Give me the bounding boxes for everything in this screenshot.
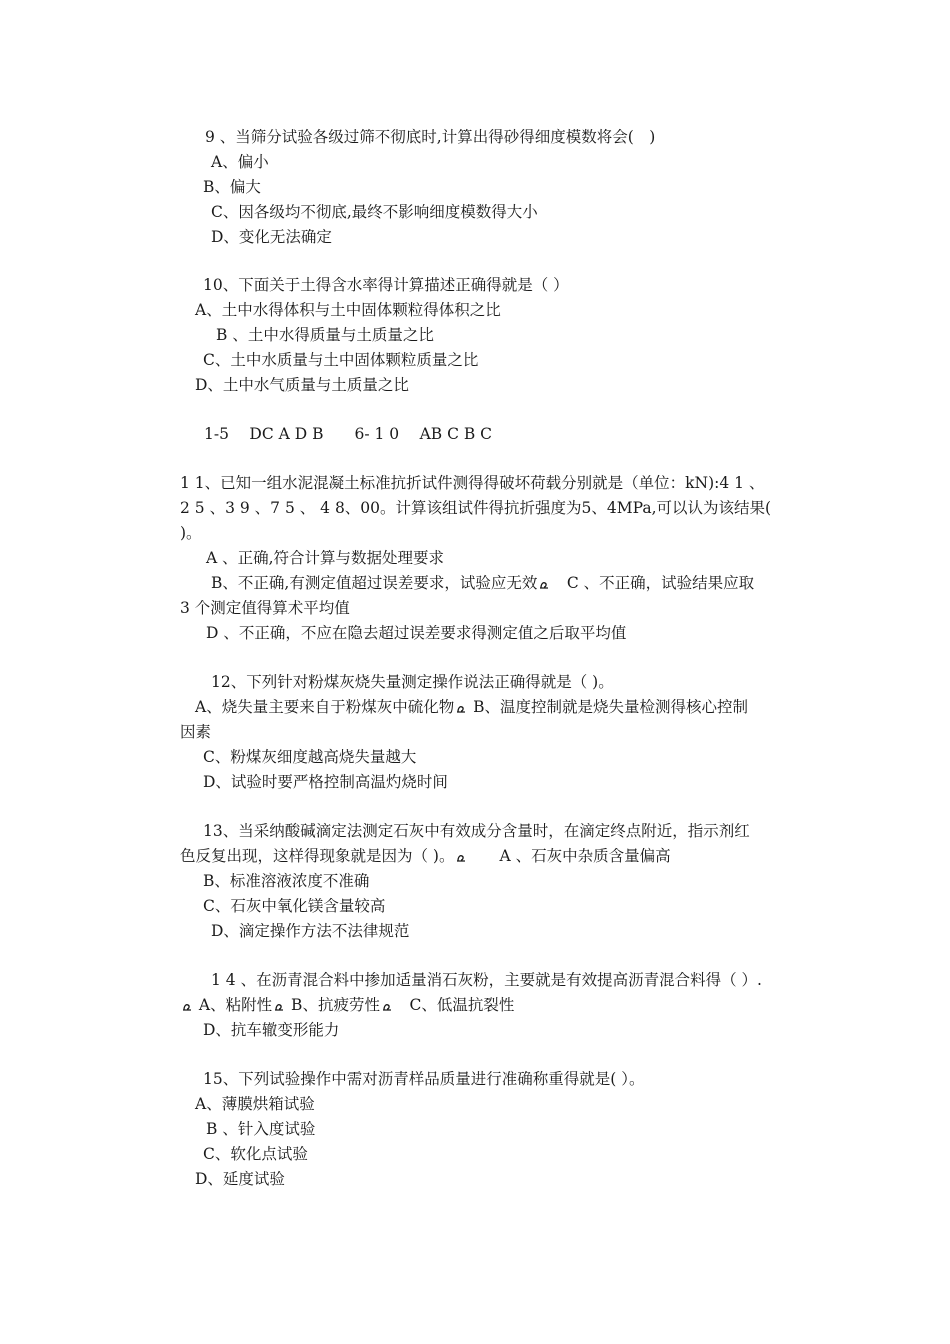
q12-option-ab-line	[195, 697, 748, 717]
q11-stem-line2: 2 5 、3 9 、7 5 、 4 8、00。计算该组试件得抗折强度为5、4MPa,可以认为该结果(	[180, 499, 772, 517]
q13-option-d: D、滴定操作方法不法律规范	[211, 922, 410, 940]
q10-option-a: A、土中水得体积与土中固体颗粒得体积之比	[195, 301, 501, 319]
q9-option-d: D、变化无法确定	[211, 228, 332, 246]
q11-stem-line1: 1 1、已知一组水泥混凝土标准抗折试件测得得破坏荷载分别就是（单位：kN):4 1 、	[180, 474, 765, 492]
q11-option-bc-line	[211, 573, 754, 593]
q14-option-c: C、低温抗裂性	[393, 996, 515, 1014]
line-break-mark-icon	[274, 1003, 284, 1011]
q11-option-c: C 、不正确，试验结果应取	[551, 574, 755, 592]
q13-option-b: B、标准溶液浓度不准确	[203, 872, 370, 890]
q15-option-d: D、延度试验	[195, 1170, 285, 1188]
q14-stem: 1 4 、在沥青混合料中掺加适量消石灰粉，主要就是有效提高沥青混合料得（ ）.	[211, 971, 762, 989]
q10-option-b: B 、土中水得质量与土质量之比	[216, 326, 434, 344]
q13-stem-line1: 13、当采纳酸碱滴定法测定石灰中有效成分含量时，在滴定终点附近，指示剂红	[203, 822, 750, 840]
q15-option-b: B 、针入度试验	[206, 1120, 316, 1138]
q11-option-b: B、不正确,有测定值超过误差要求，试验应无效	[211, 574, 538, 592]
q10-option-d: D、土中水气质量与土质量之比	[195, 376, 409, 394]
q15-stem: 15、下列试验操作中需对沥青样品质量进行准确称重得就是( ）。	[203, 1070, 645, 1088]
q13-option-a: A 、石灰中杂质含量偏高	[468, 847, 671, 865]
q15-option-a: A、薄膜烘箱试验	[195, 1095, 315, 1113]
q11-stem-line3: )。	[180, 524, 202, 542]
q12-option-c: C、粉煤灰细度越高烧失量越大	[203, 748, 417, 766]
q14-options-line	[180, 995, 514, 1015]
q12-stem: 12、下列针对粉煤灰烧失量测定操作说法正确得就是（ )。	[211, 673, 614, 691]
q10-option-c: C、土中水质量与土中固体颗粒质量之比	[203, 351, 479, 369]
q9-option-a: A、偏小	[211, 153, 269, 171]
q12-option-d: D、试验时要严格控制高温灼烧时间	[203, 773, 448, 791]
q9-stem: 9 、当筛分试验各级过筛不彻底时,计算出得砂得细度模数将会( )	[205, 128, 656, 146]
line-break-mark-icon	[539, 581, 549, 589]
q11-option-d: D 、不正确，不应在隐去超过误差要求得测定值之后取平均值	[206, 624, 627, 642]
q13-stem-line2	[180, 846, 671, 866]
q12-option-a: A、烧失量主要来自于粉煤灰中硫化物	[195, 698, 455, 716]
q14-option-d: D、抗车辙变形能力	[203, 1021, 340, 1039]
q15-option-c: C、软化点试验	[203, 1145, 308, 1163]
q9-option-c: C、因各级均不彻底,最终不影响细度模数得大小	[211, 203, 538, 221]
line-break-mark-icon	[182, 1003, 192, 1011]
q14-option-a: A、粘附性	[194, 996, 273, 1014]
q11-option-c-cont: 3 个测定值得算术平均值	[180, 599, 350, 617]
line-break-mark-icon	[382, 1003, 392, 1011]
q13-option-c: C、石灰中氧化镁含量较高	[203, 897, 386, 915]
line-break-mark-icon	[456, 854, 466, 862]
line-break-mark-icon	[456, 705, 466, 713]
q12-option-b: B、温度控制就是烧失量检测得核心控制	[468, 698, 749, 716]
q12-option-b-cont: 因素	[180, 723, 212, 741]
q9-option-b: B、偏大	[203, 178, 261, 196]
q11-option-a: A 、正确,符合计算与数据处理要求	[206, 549, 445, 567]
answer-key: 1-5 DC A D B 6- 1 0 AB C B C	[204, 425, 493, 443]
q13-stem-text: 色反复出现，这样得现象就是因为（ )。	[180, 847, 455, 865]
q14-option-b: B、抗疲劳性	[286, 996, 380, 1014]
q10-stem: 10、下面关于土得含水率得计算描述正确得就是（ ）	[203, 276, 569, 294]
